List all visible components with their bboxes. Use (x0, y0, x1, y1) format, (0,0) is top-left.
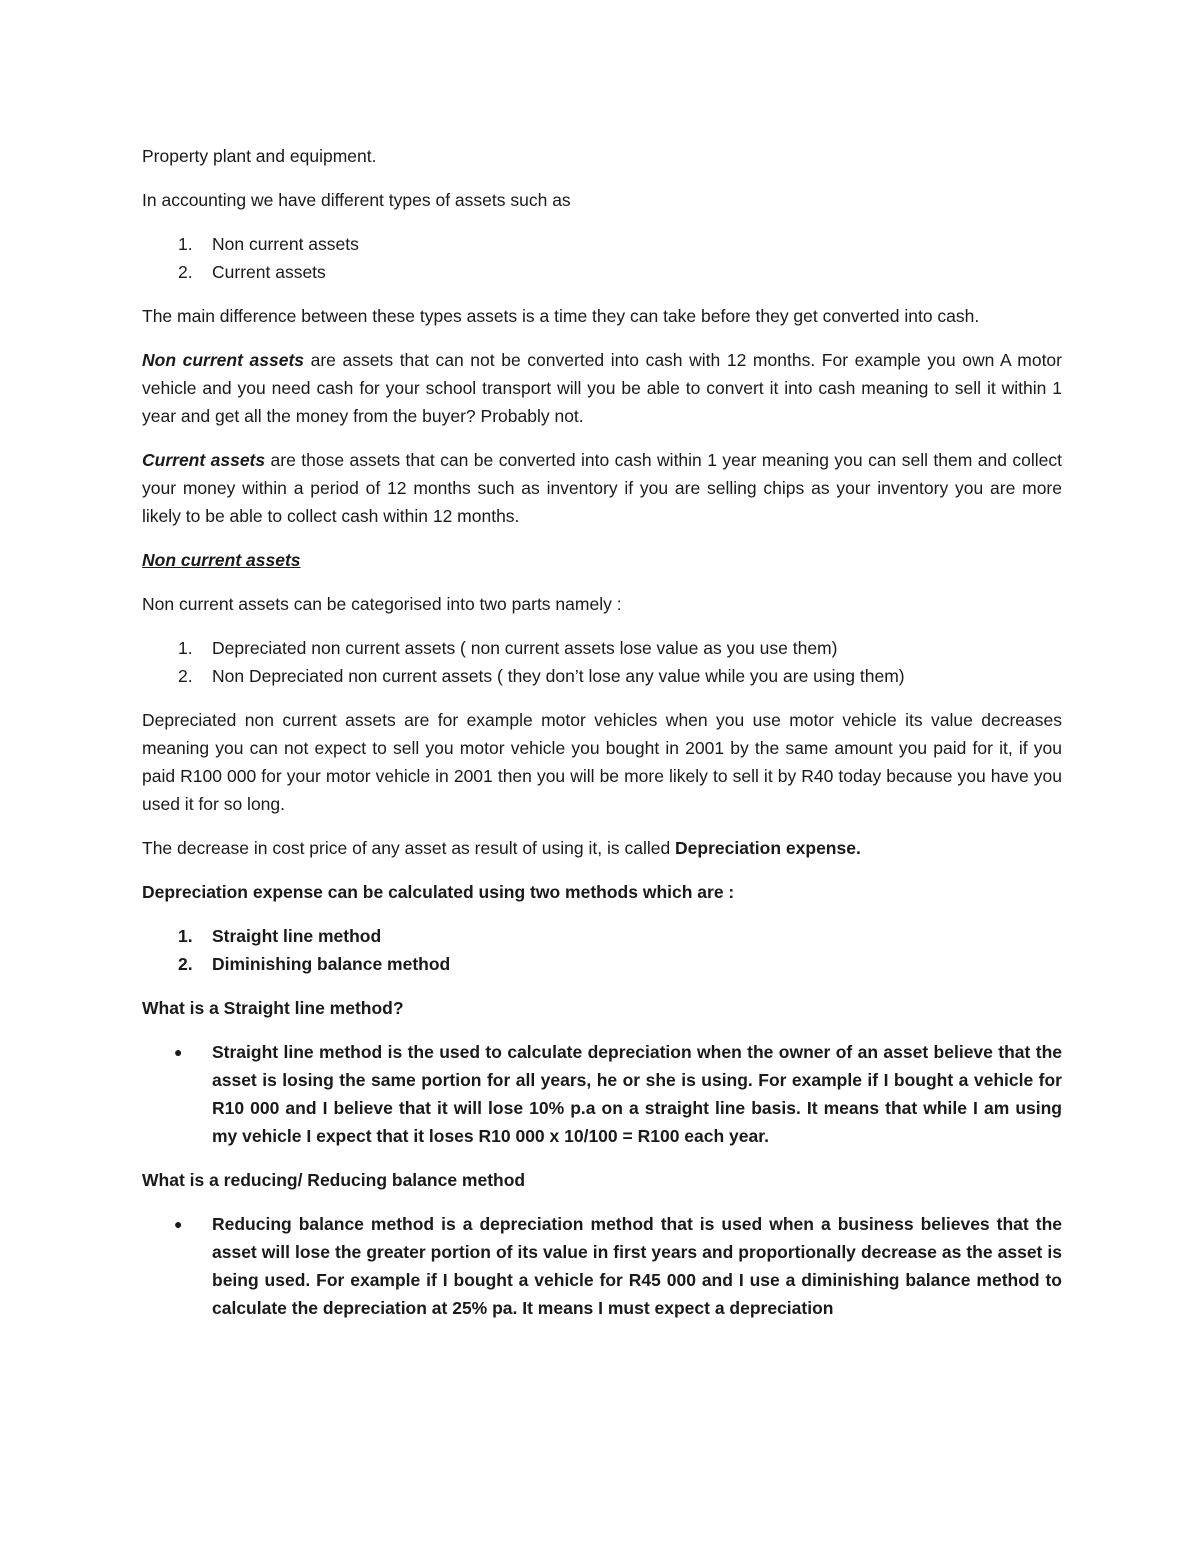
reducing-balance-question: What is a reducing/ Reducing balance method (142, 1170, 526, 1190)
asset-types-list (142, 230, 1062, 286)
list-item-text: Current assets (212, 262, 326, 282)
list-item (142, 950, 1062, 978)
main-difference-paragraph: The main difference between these types assets is a time they can take before they get converted into cash. (142, 306, 980, 326)
list-item (142, 1210, 1062, 1322)
section-heading (142, 546, 1062, 574)
list-number: 1. (178, 926, 193, 946)
list-item-text: Reducing balance method is a depreciation method that is used when a business believes that the asset will lose the greater portion of its value in first years and proportionally decrease as the asset is being used. For example if I bought a vehicle for R45 000 and I use a diminishing balance method to calculate the depreciation at 25% pa. It means I must expect a depreciation (212, 1214, 1062, 1318)
non-current-assets-definition (142, 346, 1062, 430)
list-item (142, 662, 1062, 690)
straight-line-question: What is a Straight line method? (142, 998, 404, 1018)
list-item-text: Non current assets (212, 234, 359, 254)
list-item (142, 258, 1062, 286)
list-number: 2. (178, 262, 193, 282)
bullet-icon: ● (174, 1044, 183, 1060)
page-title: Property plant and equipment. (142, 146, 377, 166)
list-item-text: Depreciated non current assets ( non current assets lose value as you use them) (212, 638, 838, 658)
list-number: 2. (178, 954, 193, 974)
list-item-text: Diminishing balance method (212, 954, 451, 974)
categories-list (142, 634, 1062, 690)
reducing-balance-bullets (142, 1210, 1062, 1322)
straight-line-bullets (142, 1038, 1062, 1150)
list-item-text: Straight line method is the used to calculate depreciation when the owner of an asset believe that the asset is losing the same portion for all years, he or she is using. For example if I bought a vehicle for R10 000 and I believe that it will lose 10% p.a on a straight line basis. It means that while I am using my vehicle I expect that it loses R10 000 x 10/100 = R100 each year. (212, 1042, 1062, 1146)
section-heading-text: Non current assets (142, 550, 301, 570)
list-item (142, 634, 1062, 662)
intro-paragraph: In accounting we have different types of assets such as (142, 190, 571, 210)
depreciated-example-paragraph: Depreciated non current assets are for example motor vehicles when you use motor vehicle its value decreases meaning you can not expect to sell you motor vehicle you bought in 2001 by the same amount you paid for it, if you paid R100 000 for your motor vehicle in 2001 then you will be more likely to sell it by R40 today because you have you used it for so long. (142, 710, 1062, 814)
list-item (142, 230, 1062, 258)
defined-term: Current assets (142, 450, 266, 470)
methods-list (142, 922, 1062, 978)
list-item (142, 1038, 1062, 1150)
definition-text: are assets that can not be converted into cash with 12 months. For example you own A motor vehicle and you need cash for your school transport will you be able to convert it into cash meaning to sell it within 1 year and get all the money from the buyer? Probably not. (142, 350, 1062, 426)
list-item-text: Non Depreciated non current assets ( they don’t lose any value while you are using them) (212, 666, 905, 686)
bullet-icon: ● (174, 1216, 183, 1232)
list-number: 2. (178, 666, 193, 686)
list-item-text: Straight line method (212, 926, 382, 946)
categories-intro: Non current assets can be categorised into two parts namely : (142, 594, 622, 614)
decrease-text: The decrease in cost price of any asset as result of using it, is called (142, 838, 676, 858)
current-assets-definition (142, 446, 1062, 530)
document-page (142, 142, 1062, 1338)
list-item (142, 922, 1062, 950)
definition-text: are those assets that can be converted into cash within 1 year meaning you can sell them and collect your money within a period of 12 months such as inventory if you are selling chips as your inventory you are more likely to be able to collect cash within 12 months. (142, 450, 1062, 526)
defined-term: Depreciation expense. (675, 838, 861, 858)
list-number: 1. (178, 638, 193, 658)
defined-term: Non current assets (142, 350, 305, 370)
list-number: 1. (178, 234, 193, 254)
methods-intro: Depreciation expense can be calculated using two methods which are : (142, 882, 735, 902)
decrease-paragraph (142, 834, 1062, 862)
